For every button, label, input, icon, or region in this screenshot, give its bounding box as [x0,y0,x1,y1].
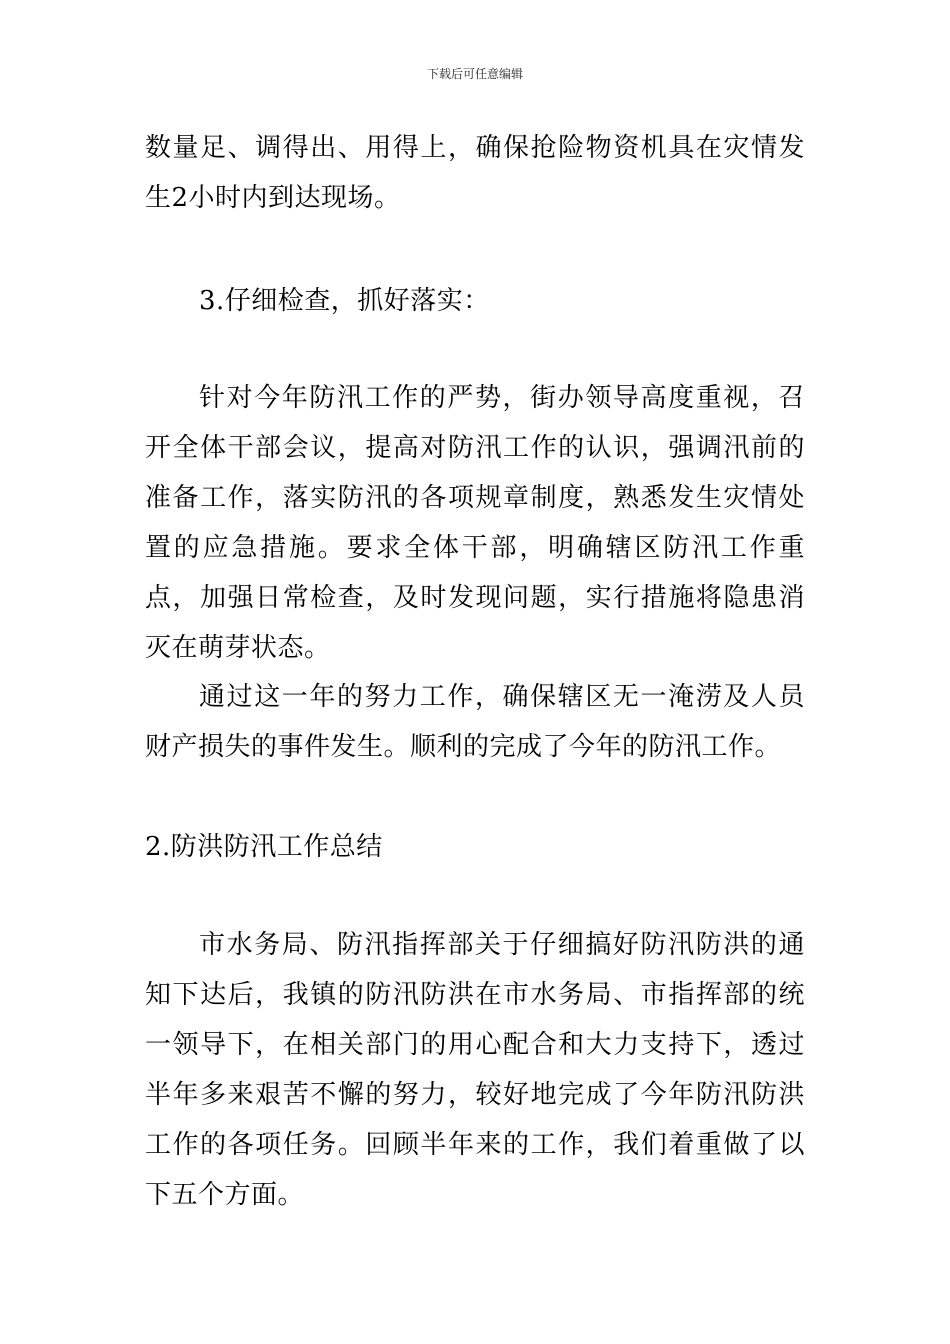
paragraph-conclusion: 通过这一年的努力工作，确保辖区无一淹涝及人员财产损失的事件发生。顺利的完成了今年的防汛工作。 [145,682,805,762]
paragraph-summary-intro: 市水务局、防汛指挥部关于仔细搞好防汛防洪的通知下达后，我镇的防汛防洪在市水务局、市指挥部的统一领导下，在相关部门的用心配合和大力支持下，透过半年多来艰苦不懈的努力，较好地完成了今年防汛防洪工作的各项任务。回顾半年来的工作，我们着重做了以下五个方面。 [145,930,805,1210]
page-header: 下载后可任意编辑 [426,67,523,81]
paragraph-continuation: 数量足、调得出、用得上，确保抢险物资机具在灾情发生2小时内到达现场。 [145,133,805,213]
paragraph-inspection: 针对今年防汛工作的严势，街办领导高度重视，召开全体干部会议，提高对防汛工作的认识，强调汛前的准备工作，落实防汛的各项规章制度，熟悉发生灾情处置的应急措施。要求全体干部，明确辖区防汛工作重点，加强日常检查，及时发现问题，实行措施将隐患消灭在萌芽状态。 [145,383,805,663]
section-heading-2: 2.防洪防汛工作总结 [145,832,383,862]
section-heading-3: 3.仔细检查，抓好落实： [199,286,490,316]
